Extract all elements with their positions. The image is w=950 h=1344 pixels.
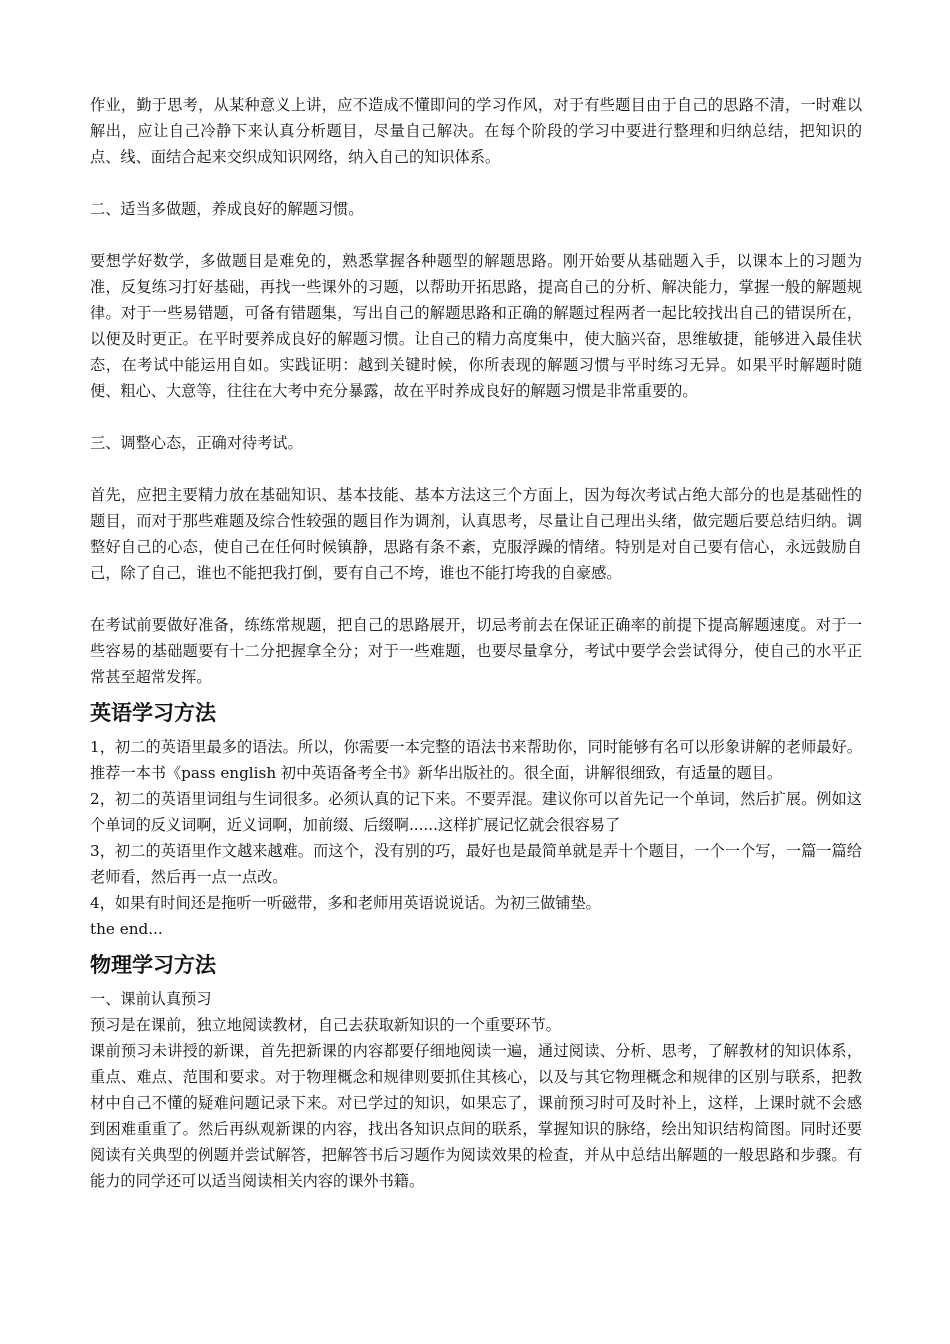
paragraph-gap bbox=[90, 456, 862, 482]
paragraph-gap bbox=[90, 170, 862, 196]
math-paragraph-3: 首先，应把主要精力放在基础知识、基本技能、基本方法这三个方面上，因为每次考试占绝大部分的也是基础性的题目，而对于那些难题及综合性较强的题目作为调剂，认真思考，尽量让自己理出头绪，做完题后要总结归纳。调整好自己的心态，使自己在任何时候镇静，思路有条不紊，克服浮躁的情绪。特别是对自己要有信心，永远鼓励自己，除了自己，谁也不能把我打倒，要有自己不垮，谁也不能打垮我的自豪感。 bbox=[90, 486, 862, 582]
paragraph-gap bbox=[90, 586, 862, 612]
english-item-4: 4，如果有时间还是拖听一听磁带，多和老师用英语说说话。为初三做铺垫。 bbox=[90, 894, 601, 912]
physics-paragraph-2: 课前预习未讲授的新课，首先把新课的内容都要仔细地阅读一遍，通过阅读、分析、思考，了解教材的知识体系，重点、难点、范围和要求。对于物理概念和规律则要抓住其核心，以及与其它物理概念和规律的区别与联系，把教材中自己不懂的疑难问题记录下来。对已学过的知识，如果忘了，课前预习时可及时补上，这样，上课时就不会感到困难重重了。然后再纵观新课的内容，找出各知识点间的联系，掌握知识的脉络，绘出知识结构简图。同时还要阅读有关典型的例题并尝试解答，把解答书后习题作为阅读效果的检查，并从中总结出解题的一般思路和步骤。有能力的同学还可以适当阅读相关内容的课外书籍。 bbox=[90, 1042, 862, 1190]
english-item-3: 3，初二的英语里作文越来越难。而这个，没有别的巧，最好也是最简单就是弄十个题目，一个一个写，一篇一篇给老师看，然后再一点一点改。 bbox=[90, 842, 862, 886]
english-section-title: 英语学习方法 bbox=[90, 701, 216, 725]
math-paragraph-4: 在考试前要做好准备，练练常规题，把自己的思路展开，切忌考前去在保证正确率的前提下提高解题速度。对于一些容易的基础题要有十二分把握拿全分；对于一些难题，也要尽量拿分，考试中要学会尝试得分，使自己的水平正常甚至超常发挥。 bbox=[90, 616, 862, 686]
physics-section-title: 物理学习方法 bbox=[90, 953, 216, 977]
math-paragraph-2: 要想学好数学，多做题目是难免的，熟悉掌握各种题型的解题思路。刚开始要从基础题入手，以课本上的习题为准，反复练习打好基础，再找一些课外的习题，以帮助开拓思路，提高自己的分析、解决能力，掌握一般的解题规律。对于一些易错题，可备有错题集，写出自己的解题思路和正确的解题过程两者一起比较找出自己的错误所在，以便及时更正。在平时要养成良好的解题习惯。让自己的精力高度集中，使大脑兴奋，思维敏捷，能够进入最佳状态，在考试中能运用自如。实践证明：越到关键时候，你所表现的解题习惯与平时练习无异。如果平时解题时随便、粗心、大意等，往往在大考中充分暴露，故在平时养成良好的解题习惯是非常重要的。 bbox=[90, 252, 862, 400]
english-item-2: 2，初二的英语里词组与生词很多。必须认真的记下来。不要弄混。建议你可以首先记一个单词，然后扩展。例如这个单词的反义词啊，近义词啊，加前缀、后缀啊......这样扩展记忆就会很容易了 bbox=[90, 790, 862, 834]
english-ending: the end... bbox=[90, 920, 163, 938]
paragraph-gap bbox=[90, 222, 862, 248]
math-heading-2: 二、适当多做题，养成良好的解题习惯。 bbox=[90, 200, 364, 218]
paragraph-gap bbox=[90, 404, 862, 430]
physics-subheading: 一、课前认真预习 bbox=[90, 990, 212, 1008]
math-heading-3: 三、调整心态，正确对待考试。 bbox=[90, 434, 303, 452]
english-item-1: 1，初二的英语里最多的语法。所以，你需要一本完整的语法书来帮助你，同时能够有名可以形象讲解的老师最好。推荐一本书《pass english 初中英语备考全书》新华出版社的。很全面，讲解很细致，有适量的题目。 bbox=[90, 738, 862, 782]
math-paragraph-continued: 作业，勤于思考，从某种意义上讲，应不造成不懂即问的学习作风，对于有些题目由于自己的思路不清，一时难以解出，应让自己冷静下来认真分析题目，尽量自己解决。在每个阶段的学习中要进行整理和归纳总结，把知识的点、线、面结合起来交织成知识网络，纳入自己的知识体系。 bbox=[90, 96, 862, 166]
physics-paragraph-1: 预习是在课前，独立地阅读教材，自己去获取新知识的一个重要环节。 bbox=[90, 1016, 561, 1034]
